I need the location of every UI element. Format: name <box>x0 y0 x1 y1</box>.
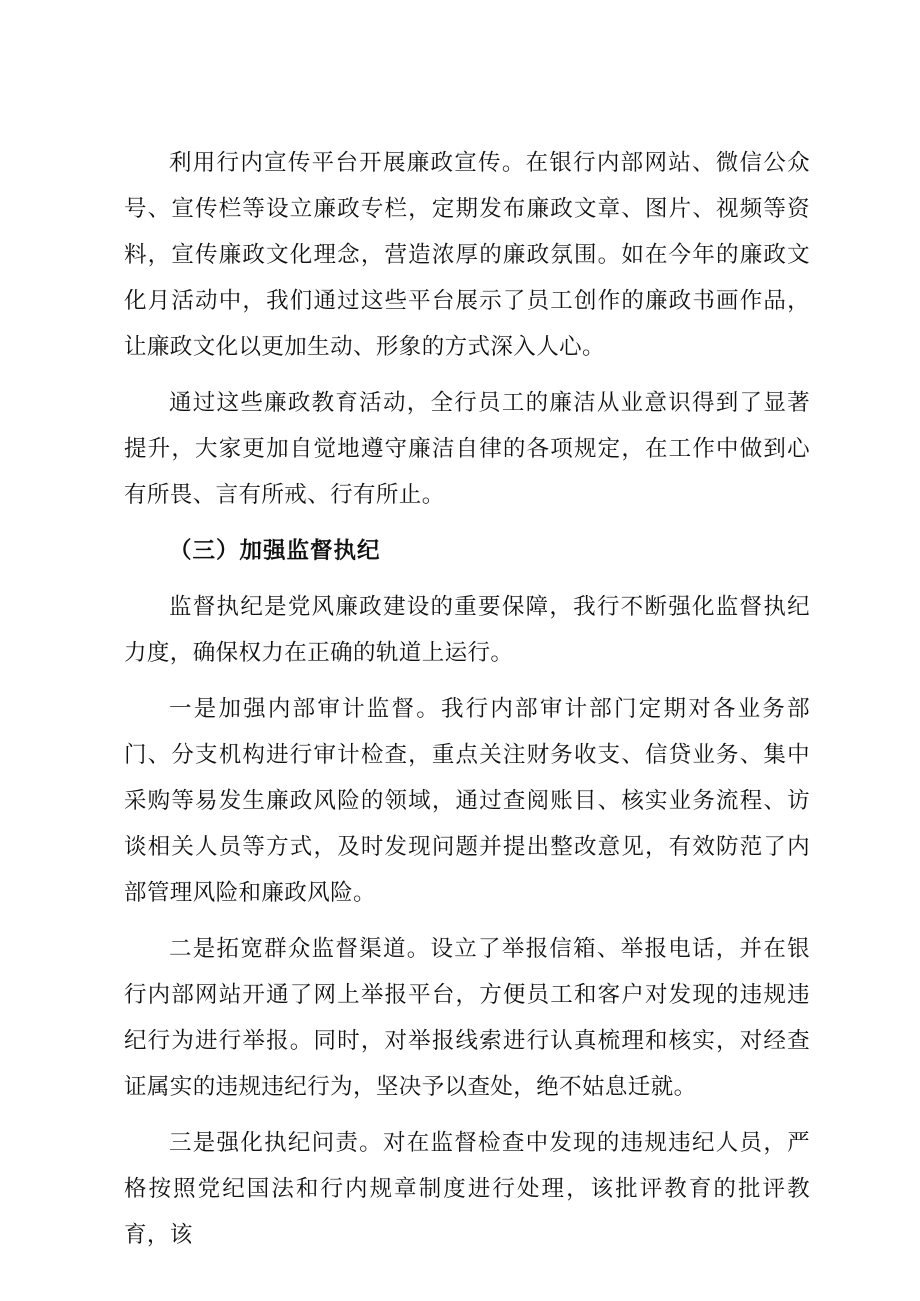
paragraph-public-supervision: 二是拓宽群众监督渠道。设立了举报信箱、举报电话，并在银行内部网站开通了网上举报平台，方便员工和客户对发现的违规违纪行为进行举报。同时，对举报线索进行认真梳理和核实，对经查证属实的违规违纪行为，坚决予以查处，绝不姑息迁就。 <box>124 936 810 1100</box>
paragraph-education-results: 通过这些廉政教育活动，全行员工的廉洁从业意识得到了显著提升，大家更加自觉地遵守廉洁自律的各项规定，在工作中做到心有所畏、言有所戒、行有所止。 <box>124 390 810 508</box>
paragraph-supervision-intro: 监督执纪是党风廉政建设的重要保障，我行不断强化监督执纪力度，确保权力在正确的轨道上运行。 <box>124 594 810 666</box>
paragraph-publicity-platform: 利用行内宣传平台开展廉政宣传。在银行内部网站、微信公众号、宣传栏等设立廉政专栏，定期发布廉政文章、图片、视频等资料，宣传廉政文化理念，营造浓厚的廉政氛围。如在今年的廉政文化月活动中，我们通过这些平台展示了员工创作的廉政书画作品，让廉政文化以更加生动、形象的方式深入人心。 <box>124 150 810 360</box>
document-body <box>124 140 810 1268</box>
paragraph-internal-audit: 一是加强内部审计监督。我行内部审计部门定期对各业务部门、分支机构进行审计检查，重点关注财务收支、信贷业务、集中采购等易发生廉政风险的领域，通过查阅账目、核实业务流程、访谈相关人员等方式，及时发现问题并提出整改意见，有效防范了内部管理风险和廉政风险。 <box>124 696 810 906</box>
section-heading: （三）加强监督执纪 <box>169 538 381 564</box>
paragraph-accountability: 三是强化执纪问责。对在监督检查中发现的违规违纪人员，严格按照党纪国法和行内规章制度进行处理，该批评教育的批评教育，该 <box>124 1130 810 1248</box>
